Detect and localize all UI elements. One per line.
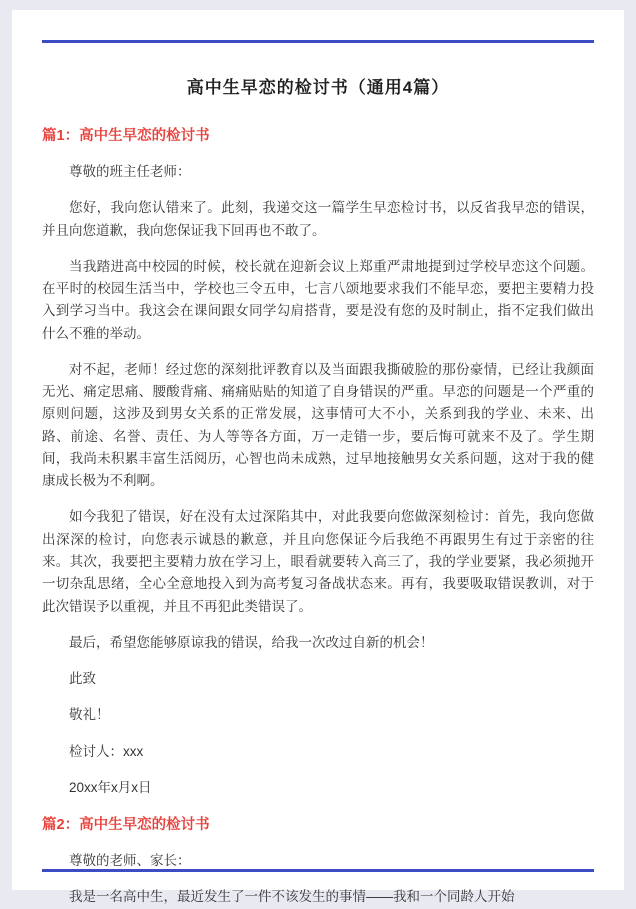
bottom-divider: [42, 869, 594, 872]
top-divider: [42, 40, 594, 43]
paragraph: 您好，我向您认错来了。此刻，我递交这一篇学生早恋检讨书，以反省我早恋的错误，并且向您道歉，我向您保证我下回再也不敢了。: [42, 200, 594, 238]
paragraph-signature: 检讨人：xxx: [69, 743, 144, 759]
paragraph: 我是一名高中生，最近发生了一件不该发生的事情——我和一个同龄人开始: [69, 889, 515, 905]
paragraph: 最后，希望您能够原谅我的错误，给我一次改过自新的机会！: [69, 634, 434, 650]
document-page: [12, 10, 624, 905]
paragraph-closing: 此致: [69, 671, 96, 687]
paragraph-salute: 敬礼！: [69, 707, 110, 723]
paragraph: 如今我犯了错误，好在没有太过深陷其中，对此我要向您做深刻检讨：首先，我向您做出深深的检讨，向您表示诚恳的歉意，并且向您保证今后我绝不再跟男生有过于亲密的往来。其次，我要把主要精力放在学习上，眼看就要转入高三了，我的学业要紧，我必须抛开一切杂乱思绪，全心全意地投入到为高考复习备战状态来。再有，我要吸取错误教训，对于此次错误予以重视，并且不再犯此类错误了。: [42, 509, 594, 614]
document-title: 高中生早恋的检讨书（通用4篇）: [186, 78, 450, 97]
paragraph-salutation-2: 尊敬的老师、家长：: [69, 853, 191, 869]
section-2-heading: 篇2：高中生早恋的检讨书: [42, 817, 210, 834]
paragraph-salutation-1: 尊敬的班主任老师：: [69, 164, 191, 179]
paragraph: 对不起，老师！经过您的深刻批评教育以及当面跟我撕破脸的那份豪情，已经让我颜面无光、痛定思痛、腰酸背痛、痛痛贴贴的知道了自身错误的严重。早恋的问题是一个严重的原则问题，这涉及到男女关系的正常发展，这事情可大不小，关系到我的学业、未来、出路、前途、名誉、责任、为人等等各方面，万一走错一步，要后悔可就来不及了。学生期间，我尚未积累丰富生活阅历，心智也尚未成熟，过早地接触男女关系问题，这对于我的健康成长极为不利啊。: [42, 361, 594, 489]
paragraph-date: 20xx年x月x日: [69, 779, 152, 795]
paragraph: 当我踏进高中校园的时候，校长就在迎新会议上郑重严肃地提到过学校早恋这个问题。在平时的校园生活当中，学校也三令五申，七言八颂地要求我们不能早恋，要把主要精力投入到学习当中。我这会在课间跟女同学勾肩搭背，要是没有您的及时制止，指不定我们做出什么不雅的举动。: [42, 258, 594, 341]
section-1-heading: 篇1：高中生早恋的检讨书: [42, 128, 210, 144]
